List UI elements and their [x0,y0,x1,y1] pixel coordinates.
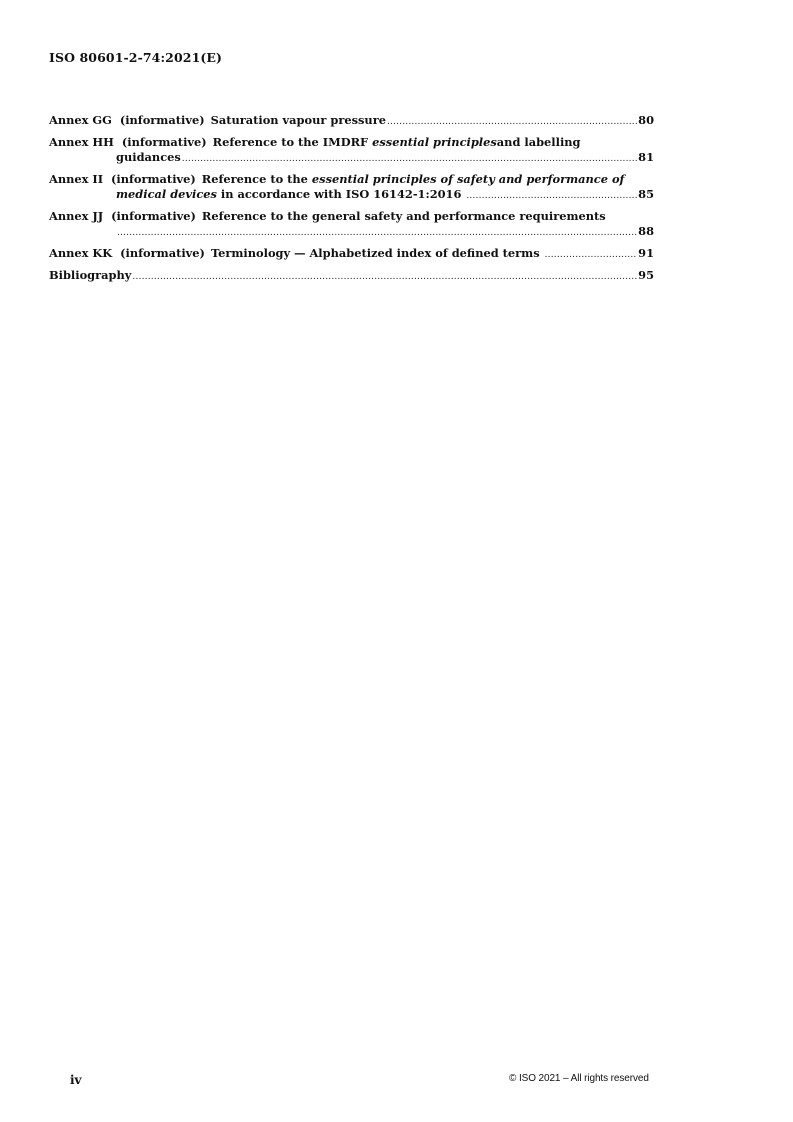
annex-title-continuation: guidances [116,150,181,164]
annex-label: Annex II [49,172,104,186]
document-id-header: ISO 80601-2-74:2021(E) [49,50,223,65]
bibliography-title: Bibliography [49,268,132,282]
annex-label: Annex HH [49,135,114,149]
annex-title: Saturation vapour pressure [210,113,386,127]
page-number: 91 [638,246,654,260]
page-number: 81 [638,150,654,164]
annex-title-italic: essential principles of safety and performance of [311,172,625,186]
annex-label: Annex JJ [49,209,104,223]
toc-entry-bibliography[interactable] [49,268,654,285]
annex-label: Annex GG [49,113,112,127]
footer-page-number: iv [70,1073,82,1087]
toc-entry-annex-ii[interactable] [49,172,654,204]
annex-title-italic: medical devices [116,187,217,201]
annex-title-continuation: in accordance with ISO 16142-1:2016 [220,187,462,201]
annex-title-part: and labelling [496,135,581,149]
page-number: 85 [638,187,654,201]
page-number: 88 [638,224,654,238]
annex-title: Terminology — Alphabetized index of defined terms [210,246,540,260]
page-number: 80 [638,113,654,127]
annex-title-italic: essential principles [372,135,497,149]
toc-entry-annex-jj[interactable] [49,209,654,241]
leader-dots [387,115,637,130]
toc-entry-annex-kk[interactable] [49,246,654,263]
leader-dots [466,189,637,204]
annex-type: (informative) [121,135,207,149]
annex-type: (informative) [120,246,205,260]
annex-title-part: Reference to the [201,172,308,186]
annex-title: Reference to the general safety and performance requirements [201,209,606,223]
leader-dots [182,152,637,167]
table-of-contents [49,113,654,290]
annex-type: (informative) [111,172,196,186]
leader-dots [132,270,637,285]
toc-entry-annex-hh[interactable] [49,135,654,167]
page-number: 95 [638,268,654,282]
toc-entry-annex-gg[interactable] [49,113,654,130]
annex-type: (informative) [119,113,205,127]
annex-type: (informative) [111,209,196,223]
footer-copyright: © ISO 2021 – All rights reserved [509,1073,649,1084]
leader-dots [117,226,637,241]
leader-dots [545,248,638,263]
annex-label: Annex KK [49,246,113,260]
annex-title-part: Reference to the IMDRF [212,135,369,149]
